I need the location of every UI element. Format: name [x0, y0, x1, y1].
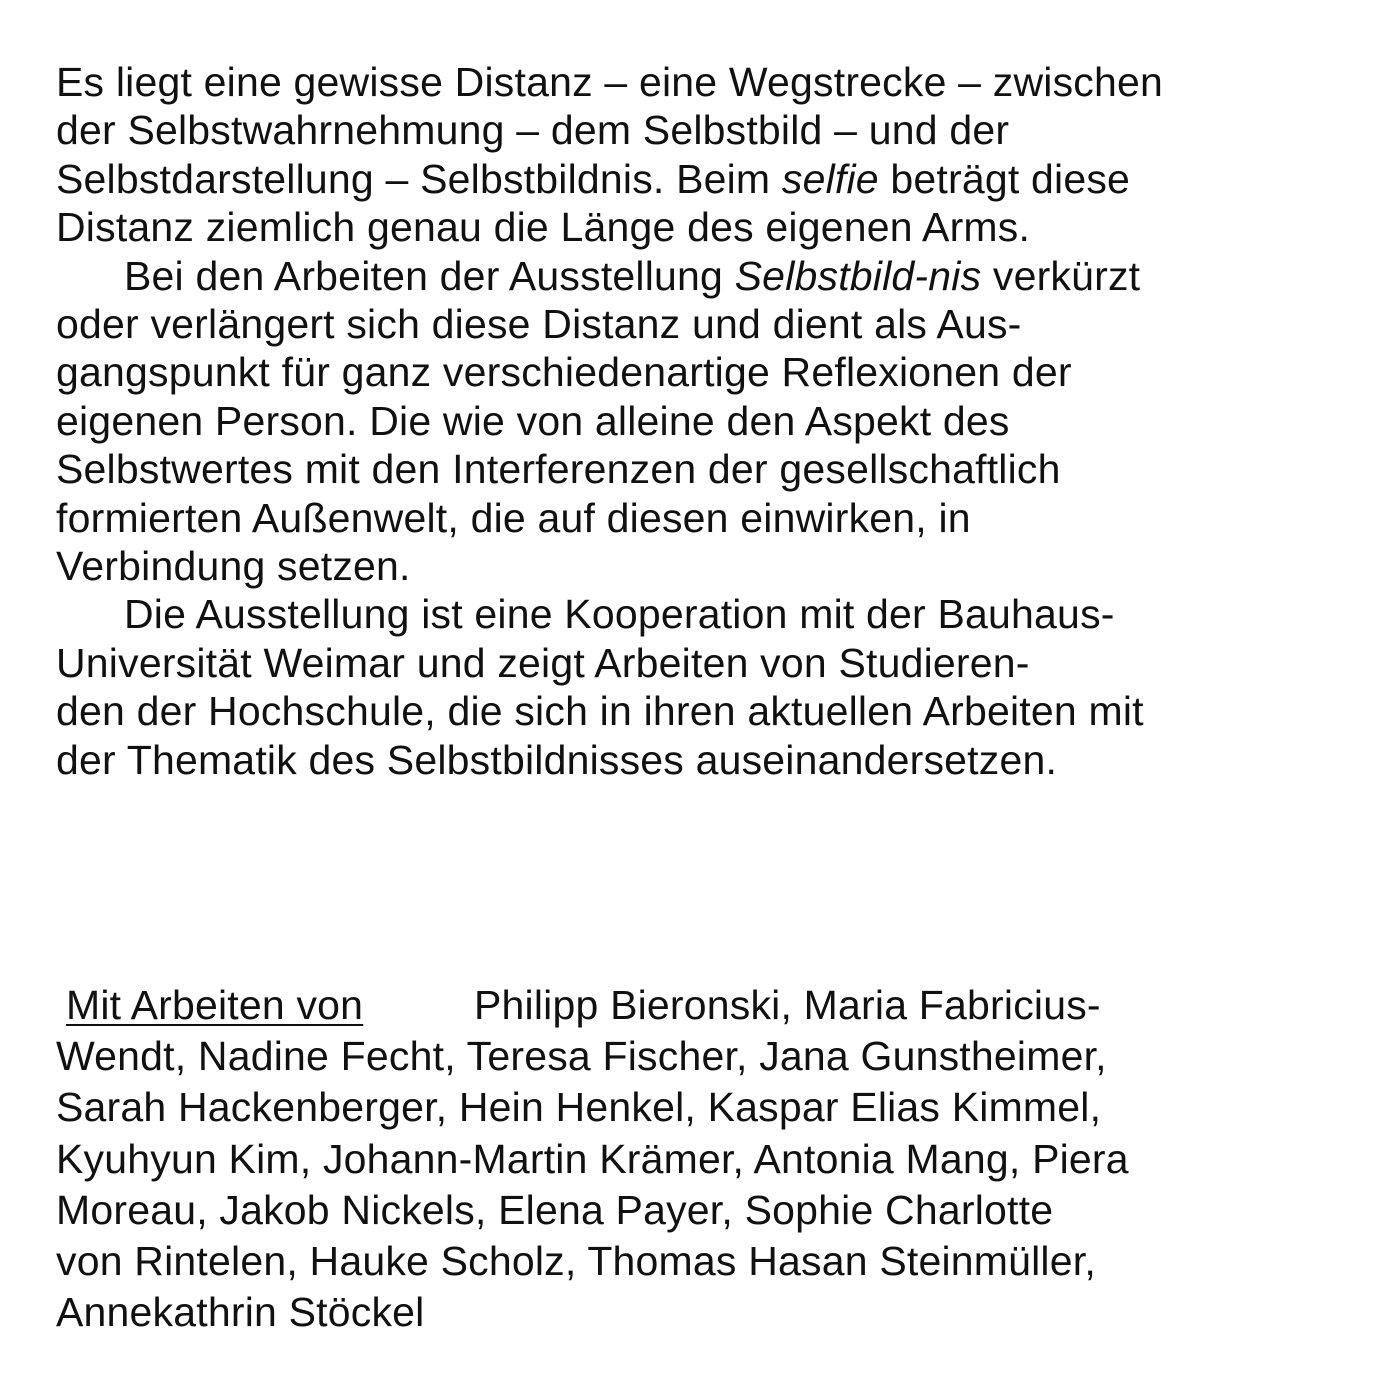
text-line: den der Hochschule, die sich in ihren aktuellen Arbeiten mit [56, 688, 1144, 735]
text-line: Kyuhyun Kim, Johann-Martin Krämer, Antonia Mang, Piera [56, 1135, 1129, 1182]
text-segment: verkürzt [981, 252, 1141, 299]
paragraph-3 [56, 590, 1356, 784]
text-line: formierten Außenwelt, die auf diesen einwirken, in [56, 494, 971, 541]
intro-text [56, 58, 1356, 784]
artists-section [56, 980, 1356, 1338]
text-line: gangspunkt für ganz verschiedenartige Reflexionen der [56, 349, 1072, 396]
text-line: von Rintelen, Hauke Scholz, Thomas Hasan Steinmüller, [56, 1238, 1096, 1285]
text-line: Sarah Hackenberger, Hein Henkel, Kaspar Elias Kimmel, [56, 1084, 1102, 1131]
paragraph-2 [56, 252, 1356, 591]
text-line: eigenen Person. Die wie von alleine den Aspekt des [56, 397, 1010, 444]
artists-names: Philipp Bieronski, Maria Fabricius- [474, 982, 1101, 1028]
text-line: der Thematik des Selbstbildnisses auseinandersetzen. [56, 736, 1058, 783]
text-line [56, 155, 1356, 203]
text-line [56, 252, 1356, 300]
text-line: oder verlängert sich diese Distanz und dient als Aus- [56, 301, 1022, 348]
text-line [56, 980, 1356, 1031]
text-line: Universität Weimar und zeigt Arbeiten von Studieren- [56, 639, 1030, 686]
emphasis-selfie: selfie [781, 155, 879, 202]
paragraph-1 [56, 58, 1356, 252]
text-line: Wendt, Nadine Fecht, Teresa Fischer, Jana Gunstheimer, [56, 1033, 1107, 1080]
text-line: Selbstwertes mit den Interferenzen der gesellschaftlich [56, 446, 1061, 493]
text-line: Die Ausstellung ist eine Kooperation mit der Bauhaus- [124, 591, 1115, 638]
emphasis-exhibition-title: Selbstbild-nis [734, 252, 982, 299]
text-segment: Bei den Arbeiten der Ausstellung [124, 252, 735, 299]
text-line: Annekathrin Stöckel [56, 1289, 425, 1336]
text-line: Es liegt eine gewisse Distanz – eine Wegstrecke – zwischen [56, 59, 1163, 105]
artists-heading: Mit Arbeiten von [66, 982, 364, 1028]
text-line: Distanz ziemlich genau die Länge des eigenen Arms. [56, 204, 1031, 251]
text-line: der Selbstwahrnehmung – dem Selbstbild – und der [56, 107, 1010, 154]
text-line: Verbindung setzen. [56, 543, 411, 590]
text-line: Moreau, Jakob Nickels, Elena Payer, Sophie Charlotte [56, 1186, 1054, 1233]
text-segment: Selbstdarstellung – Selbstbildnis. Beim [56, 155, 782, 202]
text-segment: beträgt diese [878, 155, 1131, 202]
